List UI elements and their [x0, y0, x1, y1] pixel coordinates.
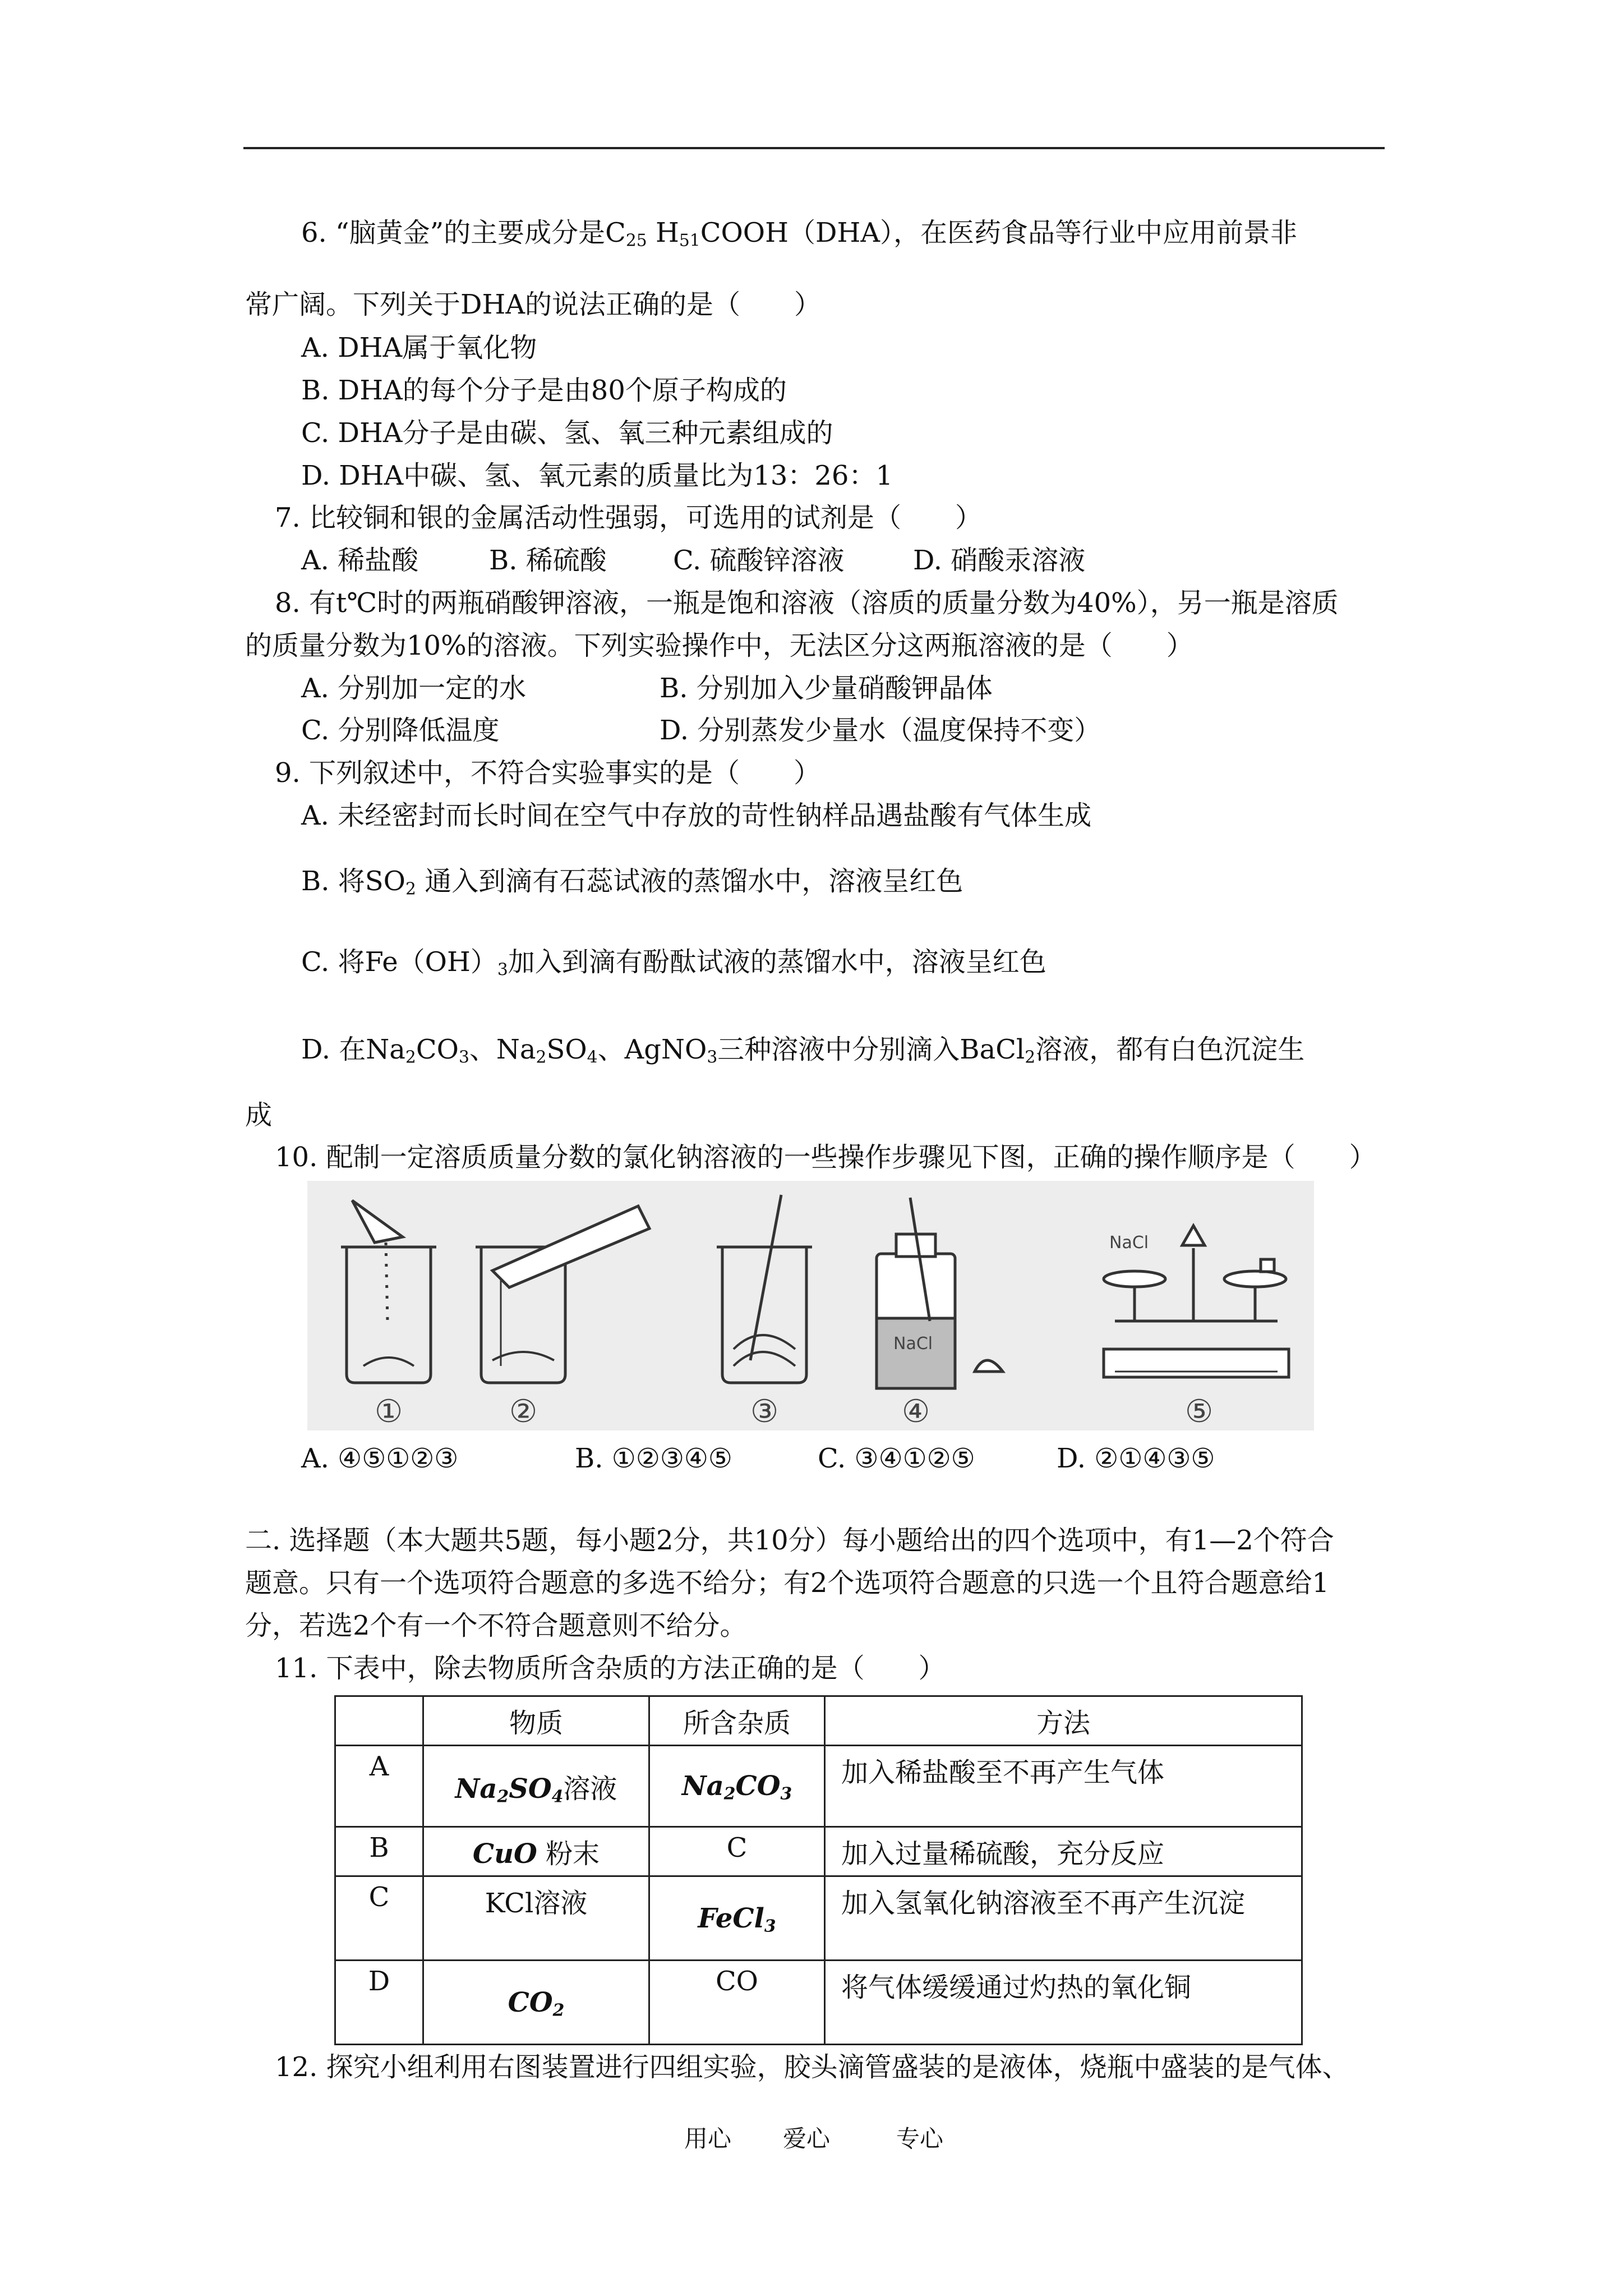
- table-row: [335, 1876, 1302, 1961]
- step4-bottle-icon: [877, 1198, 1003, 1388]
- row-key: B: [335, 1827, 423, 1876]
- q6-option-b: B. DHA的每个分子是由80个原子构成的: [301, 375, 787, 406]
- section2-line2: 题意。只有一个选项符合题意的多选不给分；有2个选项符合题意的只选一个且符合题意给1: [245, 1567, 1330, 1599]
- impurity-cell: FeCl$_3$: [649, 1876, 825, 1961]
- step3-label: ③: [750, 1393, 779, 1430]
- method-cell: 加入稀盐酸至不再产生气体: [825, 1746, 1302, 1827]
- q7-option-c: C. 硫酸锌溶液: [673, 545, 845, 576]
- table-header-cell: [335, 1696, 423, 1746]
- q9-option-c: C. 将$Fe(OH)_3$加入到滴有酚酞试液的蒸馏水中，溶液呈红色: [301, 946, 1046, 980]
- lab-procedure-figure: [307, 1181, 1314, 1430]
- step1-beaker-icon: [341, 1200, 436, 1383]
- step2-label: ②: [509, 1393, 538, 1430]
- q6-line1: 6. “脑黄金”的主要成分是$C_{25}$ $H_{51}COOH(DHA)$，在医药食品等行业中应用前景非: [301, 217, 1298, 251]
- q8-option-c: C. 分别降低温度: [301, 715, 500, 746]
- row-key: A: [335, 1746, 423, 1827]
- step4-label: ④: [902, 1393, 930, 1430]
- impurity-cell: C: [649, 1827, 825, 1876]
- footer-text-3: 专心: [896, 2125, 944, 2152]
- table-header-row: [335, 1696, 1302, 1746]
- q8-option-a: A. 分别加一定的水: [301, 673, 527, 704]
- q7-stem: 7. 比较铜和银的金属活动性强弱，可选用的试剂是（ ）: [275, 502, 983, 533]
- q6-option-c: C. DHA分子是由碳、氢、氧三种元素组成的: [301, 417, 833, 449]
- q6-option-a: A. DHA属于氧化物: [301, 332, 537, 364]
- method-cell: 将气体缓缓通过灼热的氧化铜: [825, 1961, 1302, 2045]
- table-header-cell: 物质: [423, 1696, 649, 1746]
- q9-option-d: D. 在$Na_2CO_3$、$Na_2SO_4$、AgNO$_3$三种溶液中分别滴入BaCl$_2$溶液，都有白色沉淀生: [301, 1034, 1305, 1068]
- q7-option-d: D. 硝酸汞溶液: [913, 545, 1086, 576]
- q9-stem: 9. 下列叙述中，不符合实验事实的是（ ）: [275, 757, 821, 789]
- q12-line1: 12. 探究小组利用右图装置进行四组实验，胶头滴管盛装的是液体，烧瓶中盛装的是气体、: [275, 2051, 1349, 2083]
- q10-option-a: A. ④⑤①②③: [301, 1443, 459, 1474]
- row-key: D: [335, 1961, 423, 2045]
- table-header-cell: 方法: [825, 1696, 1302, 1746]
- q6-option-d: D. DHA中碳、氢、氧元素的质量比为13：26：1: [301, 460, 893, 491]
- footer-text-2: 爱心: [783, 2125, 831, 2152]
- table-row: [335, 1746, 1302, 1827]
- header-rule: [243, 147, 1385, 149]
- q11-table: [334, 1695, 1303, 2045]
- q10-stem: 10. 配制一定溶质质量分数的氯化钠溶液的一些操作步骤见下图，正确的操作顺序是（ ）: [275, 1142, 1376, 1173]
- q9-option-d-cont: 成: [245, 1099, 273, 1131]
- table-row: [335, 1961, 1302, 2045]
- impurity-cell: $Na_2CO_3$: [649, 1746, 825, 1827]
- q10-option-d: D. ②①④③⑤: [1057, 1443, 1215, 1474]
- step1-label: ①: [375, 1393, 403, 1430]
- step3-stir-icon: [717, 1195, 812, 1383]
- row-key: C: [335, 1876, 423, 1961]
- q9-option-a: A. 未经密封而长时间在空气中存放的苛性钠样品遇盐酸有气体生成: [301, 800, 1092, 831]
- q11-stem: 11. 下表中，除去物质所含杂质的方法正确的是（ ）: [275, 1653, 946, 1684]
- section2-line3: 分，若选2个有一个不符合题意则不给分。: [245, 1610, 747, 1641]
- footer-text-1: 用心: [684, 2125, 732, 2152]
- scale-label: NaCl: [1109, 1233, 1149, 1253]
- method-cell: 加入氢氧化钠溶液至不再产生沉淀: [825, 1876, 1302, 1961]
- q8-line2: 的质量分数为10%的溶液。下列实验操作中，无法区分这两瓶溶液的是（ ）: [245, 630, 1193, 661]
- q10-option-c: C. ③④①②⑤: [818, 1443, 975, 1474]
- substance-cell: $Na_2SO_4$溶液: [423, 1746, 649, 1827]
- table-header-cell: 所含杂质: [649, 1696, 825, 1746]
- q8-option-b: B. 分别加入少量硝酸钾晶体: [660, 673, 993, 704]
- impurity-cell: CO: [649, 1961, 825, 2045]
- q10-option-b: B. ①②③④⑤: [575, 1443, 732, 1474]
- step2-pour-icon: [476, 1206, 649, 1383]
- q7-option-a: A. 稀盐酸: [301, 545, 419, 576]
- q7-option-b: B. 稀硫酸: [489, 545, 607, 576]
- step5-label: ⑤: [1185, 1393, 1214, 1430]
- q6-line2: 常广阔。下列关于DHA的说法正确的是（ ）: [245, 289, 822, 320]
- q8-line1: 8. 有t℃时的两瓶硝酸钾溶液，一瓶是饱和溶液（溶质的质量分数为40%），另一瓶是溶质: [275, 587, 1339, 619]
- q8-option-d: D. 分别蒸发少量水（温度保持不变）: [660, 715, 1101, 746]
- q9-option-b: B. 将$SO_2$ 通入到滴有石蕊试液的蒸馏水中，溶液呈红色: [301, 866, 963, 899]
- section2-line1: 二. 选择题（本大题共5题，每小题2分，共10分）每小题给出的四个选项中，有1—2个符合: [245, 1525, 1334, 1556]
- method-cell: 加入过量稀硫酸，充分反应: [825, 1827, 1302, 1876]
- substance-cell: KCl溶液: [423, 1876, 649, 1961]
- substance-cell: $CO_2$: [423, 1961, 649, 2045]
- substance-cell: CuO 粉末: [423, 1827, 649, 1876]
- bottle-label: NaCl: [893, 1334, 933, 1354]
- table-row: [335, 1827, 1302, 1876]
